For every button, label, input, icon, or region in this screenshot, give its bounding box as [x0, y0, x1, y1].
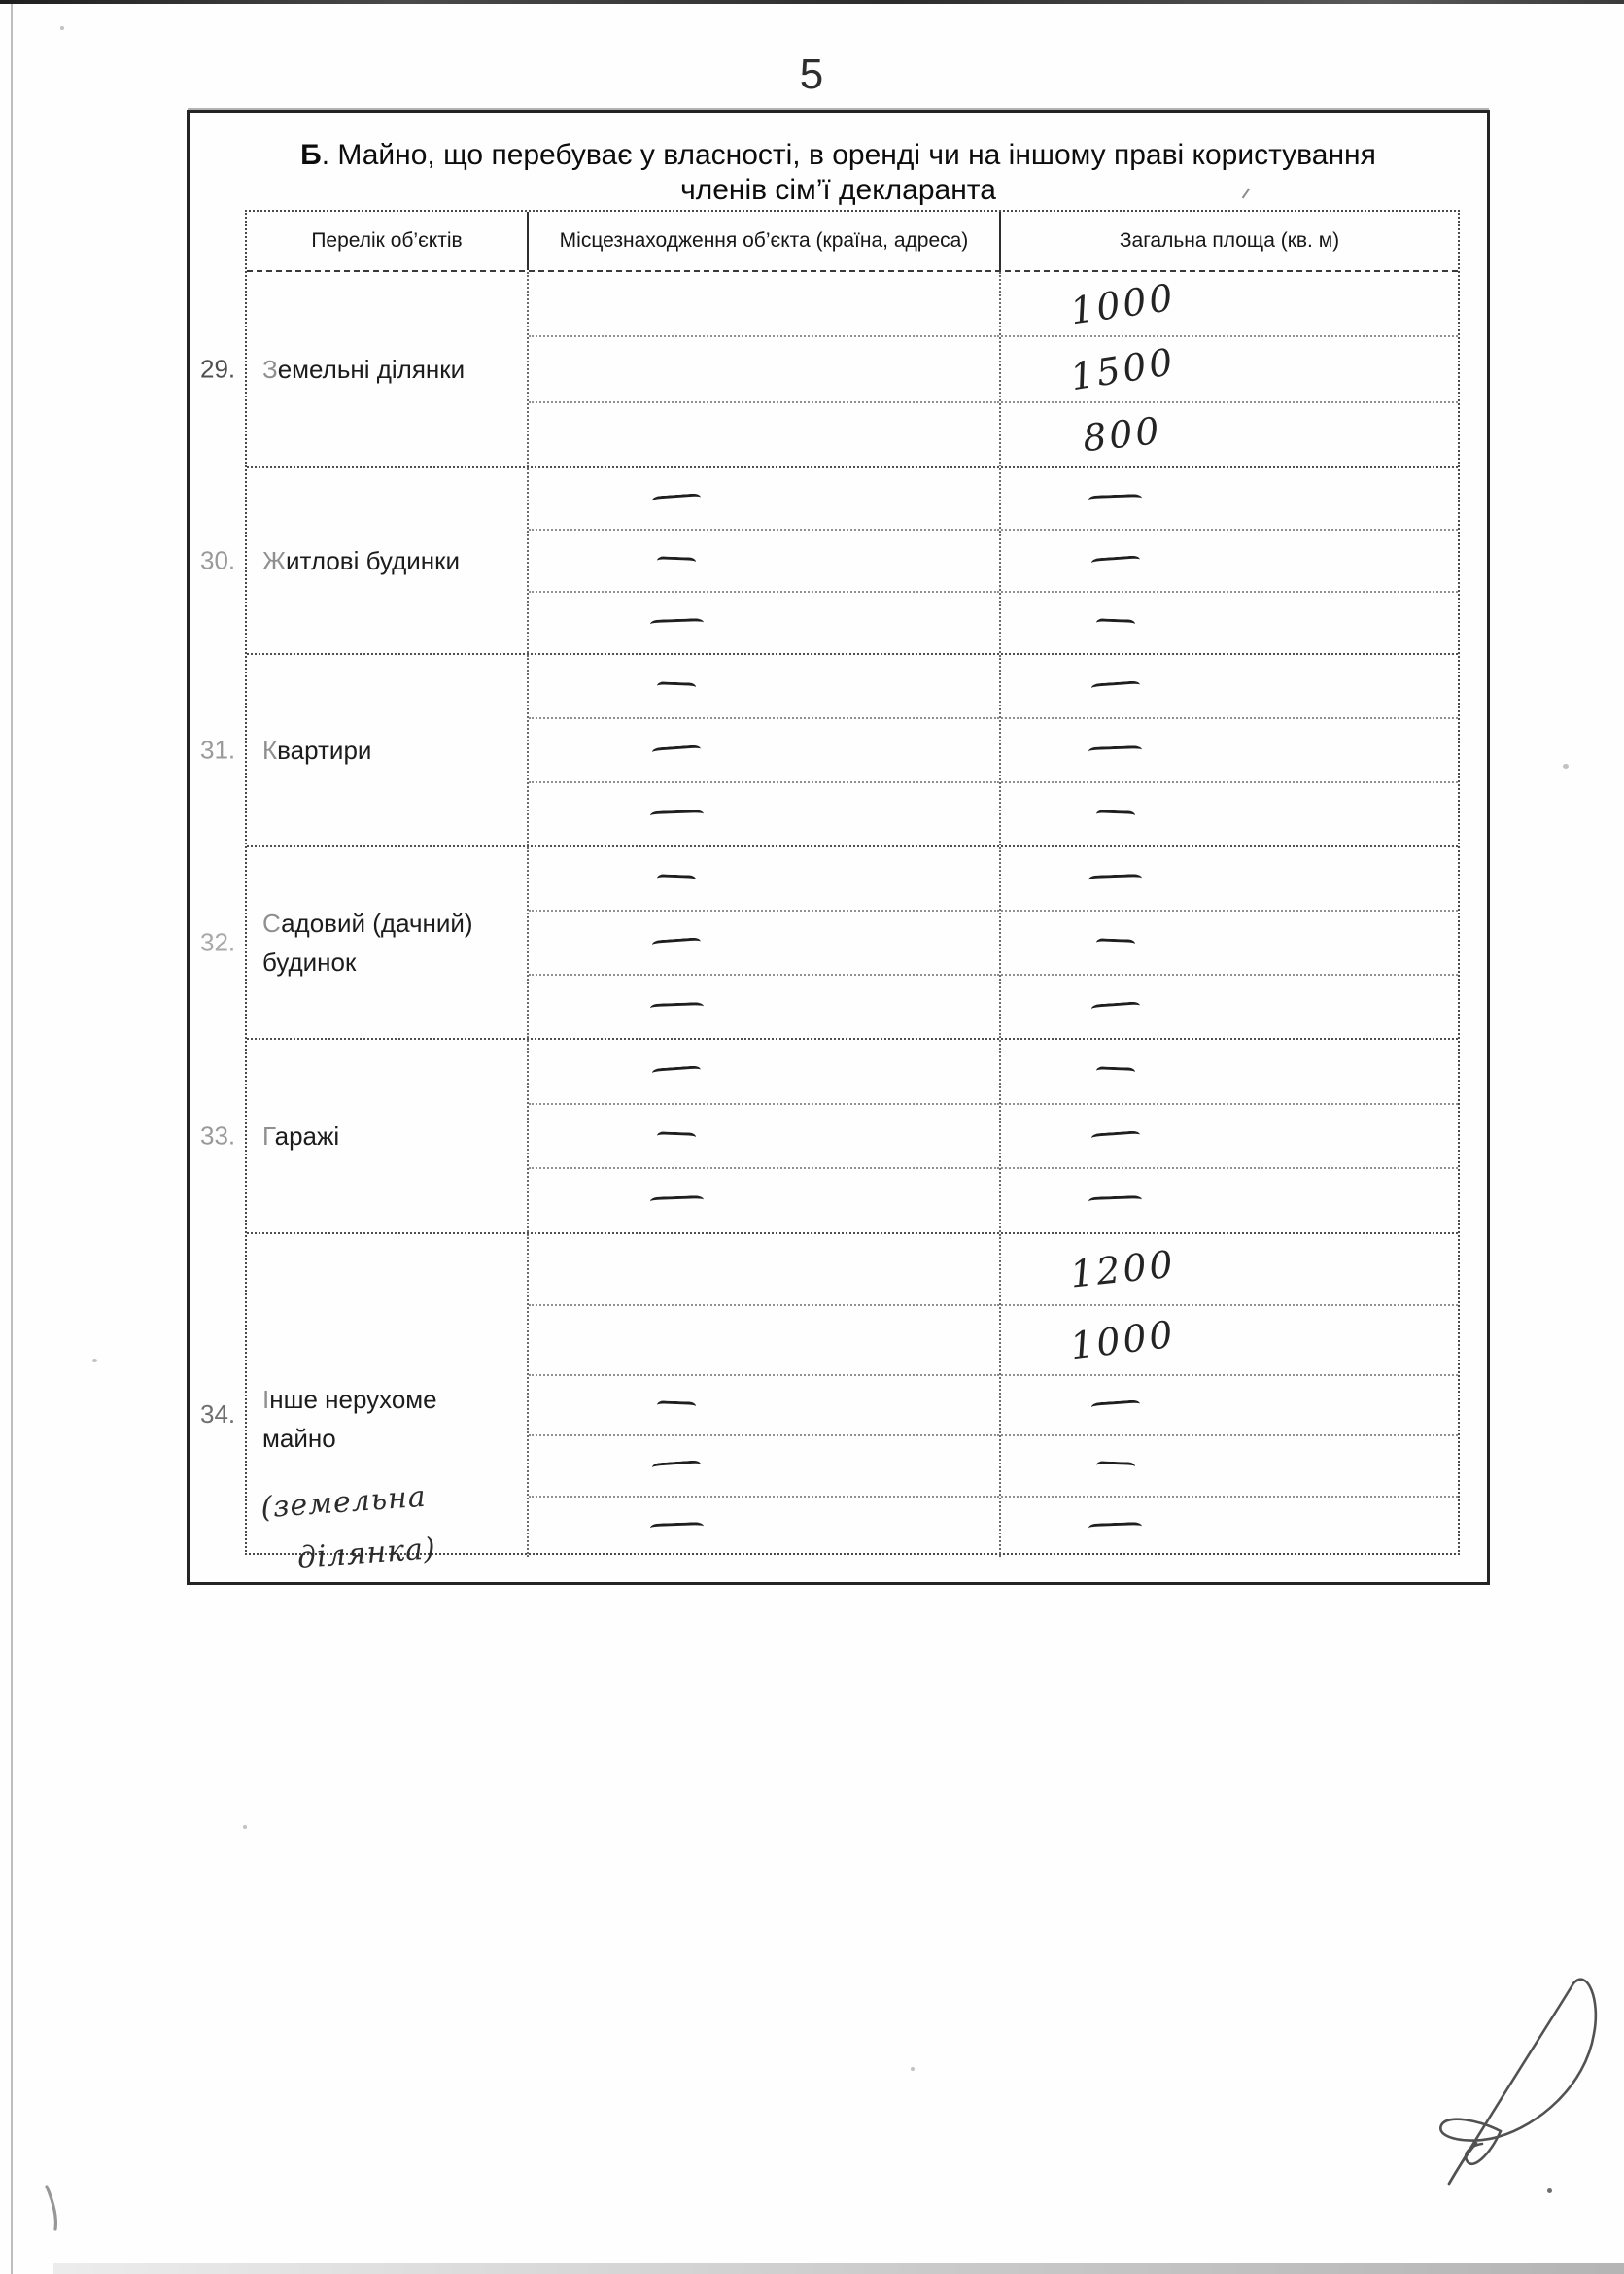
handwritten-dash: [657, 1400, 696, 1410]
header-object-location: Місцезнаходження об’єкта (країна, адреса): [527, 212, 999, 270]
handwritten-area-value: 1200: [1067, 1242, 1178, 1296]
area-cell: [999, 847, 1458, 1038]
area-cell: [999, 272, 1458, 466]
table-row-30: [200, 468, 1458, 655]
location-subrow: [529, 1040, 999, 1105]
table-row-32: [200, 847, 1458, 1040]
scan-speck: [911, 2067, 915, 2071]
location-subrow: [529, 403, 999, 466]
handwritten-note-line1: (земельна: [259, 1479, 428, 1526]
handwritten-dash: [649, 1002, 703, 1013]
handwritten-dash: [1095, 1066, 1134, 1076]
handwritten-dash: [1095, 618, 1134, 628]
object-cell: [200, 655, 527, 845]
scan-speck: [92, 1359, 97, 1362]
handwritten-dash: [652, 493, 702, 504]
row-number: 33.: [200, 1120, 236, 1151]
table-row-31: [200, 655, 1458, 847]
location-subrow: [529, 783, 999, 845]
handwritten-dash: [657, 681, 696, 691]
row-label: Житлові будинки: [262, 546, 461, 575]
area-subrow: [1001, 1306, 1458, 1376]
handwritten-dash: [657, 1131, 696, 1141]
section-title: [190, 138, 1487, 208]
location-subrow: [529, 1436, 999, 1498]
handwritten-dash: [649, 1522, 703, 1533]
scan-top-edge: [0, 0, 1624, 4]
handwritten-dash: [652, 744, 702, 756]
handwritten-dash: [1095, 1462, 1134, 1471]
area-subrow: [1001, 783, 1458, 845]
location-subrow: [529, 1306, 999, 1376]
area-subrow: [1001, 1498, 1458, 1557]
handwritten-dash: [1090, 1399, 1140, 1411]
handwritten-dash: [1088, 1195, 1142, 1206]
area-subrow: [1001, 1234, 1458, 1306]
area-subrow: [1001, 337, 1458, 402]
location-subrow: [529, 719, 999, 783]
handwritten-dash: [1088, 1522, 1142, 1533]
location-subrow: [529, 1376, 999, 1437]
scan-left-edge: [11, 4, 13, 2274]
area-subrow: [1001, 847, 1458, 912]
row-label: Гаражі: [262, 1121, 340, 1151]
handwritten-dash: [1090, 555, 1140, 567]
area-subrow: [1001, 531, 1458, 593]
area-cell: [999, 468, 1458, 653]
area-subrow: [1001, 1040, 1458, 1105]
location-cell: [527, 272, 999, 466]
scan-speck: [1563, 764, 1569, 769]
section-title-line2: членів сім’ї декларанта: [680, 174, 996, 206]
object-cell: [200, 1234, 527, 1576]
location-cell: [527, 847, 999, 1038]
location-subrow: [529, 531, 999, 593]
handwritten-dash: [1090, 1001, 1140, 1013]
handwritten-dash: [652, 937, 702, 948]
object-cell: [200, 847, 527, 1038]
location-cell: [527, 655, 999, 845]
area-cell: [999, 1234, 1458, 1557]
location-subrow: [529, 1105, 999, 1170]
header-total-area: Загальна площа (кв. м): [999, 212, 1458, 270]
handwritten-dash: [649, 810, 703, 820]
row-number: 29.: [200, 354, 236, 384]
object-cell: [200, 272, 527, 466]
location-subrow: [529, 272, 999, 337]
handwritten-dash: [652, 1065, 702, 1077]
table-body: [200, 272, 1458, 1576]
handwritten-dash: [1095, 810, 1134, 819]
row-label: Інше нерухоме майно: [262, 1385, 437, 1453]
handwritten-dash: [1088, 874, 1142, 884]
area-subrow: [1001, 272, 1458, 337]
location-subrow: [529, 1234, 999, 1306]
area-subrow: [1001, 468, 1458, 531]
area-subrow: [1001, 912, 1458, 976]
handwritten-note: [259, 1464, 531, 1588]
area-subrow: [1001, 1169, 1458, 1232]
location-subrow: [529, 468, 999, 531]
scan-bottom-edge: [53, 2263, 1624, 2274]
section-title-line1: . Майно, що перебуває у власності, в оренді чи на іншому праві користування: [321, 139, 1376, 171]
header-objects-list: Перелік об’єктів: [311, 229, 463, 252]
location-cell: [527, 468, 999, 653]
handwritten-dash: [1090, 680, 1140, 692]
location-subrow: [529, 593, 999, 653]
location-subrow: [529, 337, 999, 402]
property-table: [200, 210, 1460, 1576]
handwritten-note-line2: ділянка): [295, 1532, 437, 1576]
handwritten-dash: [1090, 1130, 1140, 1142]
area-subrow: [1001, 1436, 1458, 1498]
area-subrow: [1001, 655, 1458, 719]
location-subrow: [529, 1498, 999, 1557]
handwritten-dash: [657, 874, 696, 883]
location-subrow: [529, 847, 999, 912]
area-subrow: [1001, 593, 1458, 653]
location-subrow: [529, 912, 999, 976]
handwritten-dash: [657, 556, 696, 566]
area-subrow: [1001, 403, 1458, 466]
row-label: Квартири: [262, 736, 372, 765]
location-subrow: [529, 1169, 999, 1232]
area-cell: [999, 655, 1458, 845]
area-subrow: [1001, 1376, 1458, 1437]
table-row-34: [200, 1234, 1458, 1576]
pen-mark: [43, 2185, 64, 2233]
handwritten-dash: [649, 1195, 703, 1206]
table-header-row: [247, 212, 1458, 272]
row-number: 31.: [200, 735, 236, 765]
area-subrow: [1001, 719, 1458, 783]
row-number: 34.: [200, 1399, 236, 1429]
object-cell: [200, 468, 527, 653]
section-letter: Б: [300, 139, 322, 171]
handwritten-dash: [1095, 938, 1134, 948]
page-number: 5: [799, 51, 825, 98]
row-label: Земельні ділянки: [262, 355, 466, 384]
handwritten-area-value: 1500: [1066, 339, 1179, 399]
location-subrow: [529, 655, 999, 719]
area-cell: [999, 1040, 1458, 1232]
handwritten-area-value: 1000: [1067, 275, 1178, 333]
location-cell: [527, 1234, 999, 1557]
handwritten-dash: [1088, 745, 1142, 756]
scan-speck: [60, 26, 64, 30]
location-subrow: [529, 976, 999, 1038]
handwritten-area-value: 800: [1081, 409, 1164, 461]
location-cell: [527, 1040, 999, 1232]
scan-speck: [243, 1825, 247, 1829]
handwritten-signature: [1404, 1958, 1608, 2196]
row-label: Садовий (дачний) будинок: [262, 909, 473, 977]
table-row-29: [200, 272, 1458, 468]
row-number: 30.: [200, 545, 236, 575]
object-cell: [200, 1040, 527, 1232]
handwritten-dash: [649, 618, 703, 629]
handwritten-area-value: 1000: [1067, 1312, 1178, 1368]
handwritten-dash: [1088, 494, 1142, 504]
row-number: 32.: [200, 927, 236, 957]
table-row-33: [200, 1040, 1458, 1234]
handwritten-dash: [652, 1461, 702, 1472]
area-subrow: [1001, 1105, 1458, 1170]
area-subrow: [1001, 976, 1458, 1038]
